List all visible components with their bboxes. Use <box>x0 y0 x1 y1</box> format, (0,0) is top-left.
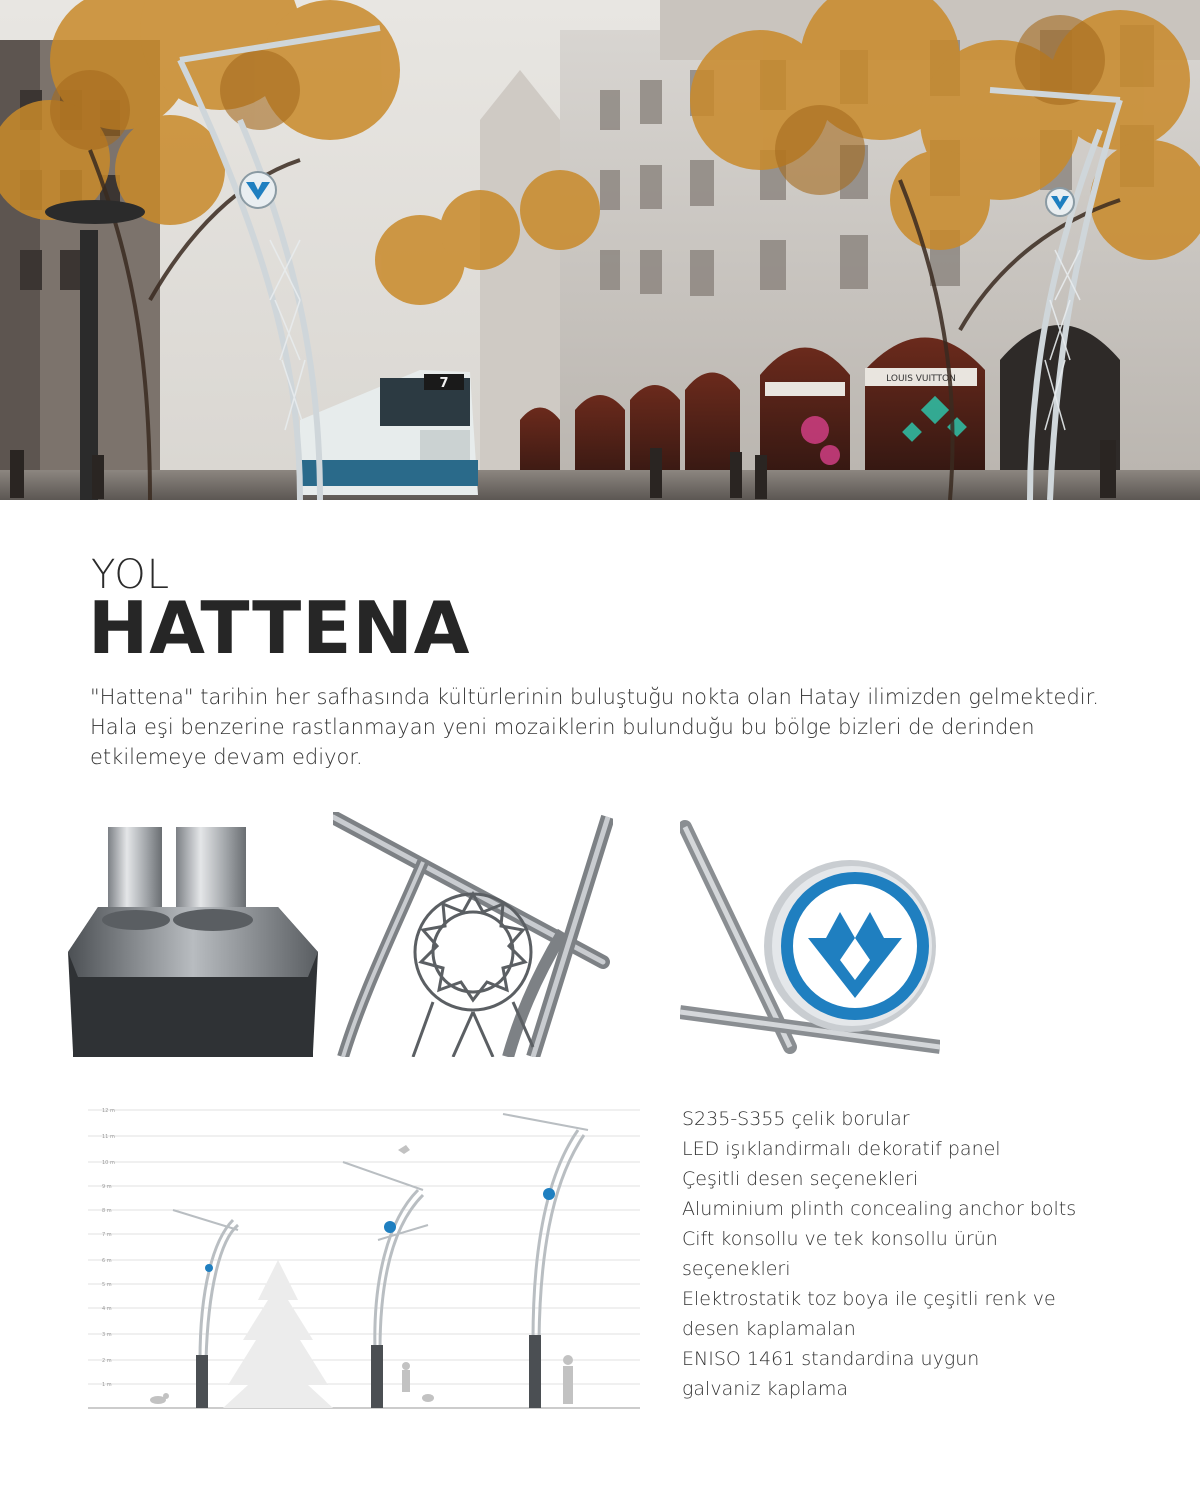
scale-label: 7 m <box>102 1232 112 1238</box>
feature-item: Çeşitli desen seçenekleri <box>682 1168 919 1190</box>
hero-street-photo <box>0 0 1200 500</box>
scale-label: 1 m <box>102 1382 112 1388</box>
scale-label: 3 m <box>102 1332 112 1338</box>
detail-image-logo <box>680 812 940 1057</box>
feature-item: Cift konsollu ve tek konsollu ürün seçenekleri <box>682 1228 998 1280</box>
scale-label: 2 m <box>102 1358 112 1364</box>
page-title: HATTENA <box>88 586 471 670</box>
height-diagram <box>88 1100 640 1415</box>
feature-item: Aluminium plinth concealing anchor bolts <box>682 1198 1077 1220</box>
detail-image-ornament <box>333 812 613 1057</box>
feature-item: S235-S355 çelik borular <box>682 1108 910 1130</box>
scale-label: 8 m <box>102 1208 112 1214</box>
feature-list <box>682 1104 1162 1404</box>
scale-label: 5 m <box>102 1282 112 1288</box>
scale-label: 4 m <box>102 1306 112 1312</box>
page-subtitle: YOL <box>91 552 171 598</box>
scale-label: 6 m <box>102 1258 112 1264</box>
feature-item: Elektrostatik toz boya ile çeşitli renk ve desen kaplamalan <box>682 1288 1056 1340</box>
store-sign: LOUIS VUITTON <box>886 374 956 384</box>
feature-item: LED işıklandirmalı dekoratif panel <box>682 1138 1001 1160</box>
scale-label: 9 m <box>102 1184 112 1190</box>
scale-label: 10 m <box>102 1160 115 1166</box>
feature-item: ENISO 1461 standardina uygun galvaniz kaplama <box>682 1348 980 1400</box>
detail-image-plinth <box>68 812 318 1057</box>
scale-label: 12 m <box>102 1108 115 1114</box>
tram-number: 7 <box>439 376 449 391</box>
product-description: "Hattena" tarihin her safhasında kültürlerinin buluştuğu nokta olan Hatay ilimizden gelmektedir. Hala eşi benzerine rastlanmayan yeni mozaiklerin bulunduğu bu bölge bizleri de derinden etkilemeye devam ediyor. <box>90 685 1099 769</box>
scale-label: 11 m <box>102 1134 115 1140</box>
